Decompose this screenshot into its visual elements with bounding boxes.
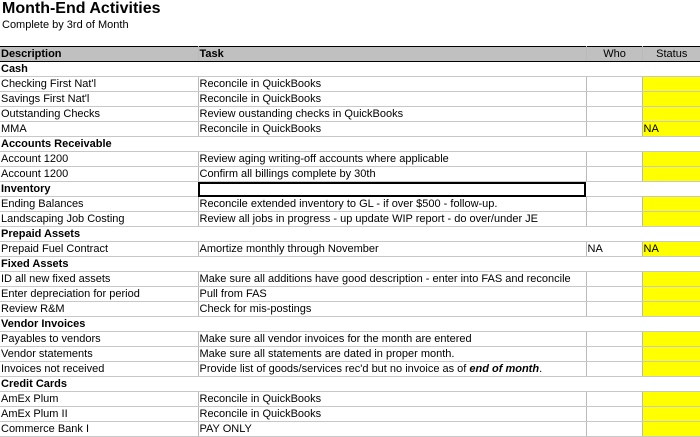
task-cell[interactable] (198, 332, 586, 347)
task-cell[interactable] (198, 167, 586, 182)
description-cell[interactable]: Review R&M (0, 302, 198, 317)
empty-cell[interactable] (642, 62, 700, 77)
description-cell[interactable]: Account 1200 (0, 152, 198, 167)
column-header-who[interactable]: Who (586, 47, 642, 62)
task-text: Reconcile in QuickBooks (199, 393, 322, 405)
task-suffix: . (539, 363, 543, 375)
who-cell[interactable] (586, 197, 642, 212)
description-cell[interactable]: Invoices not received (0, 362, 198, 377)
table-row (0, 242, 700, 257)
empty-cell[interactable] (198, 62, 586, 77)
task-cell[interactable] (198, 122, 586, 137)
table-row (0, 272, 700, 287)
description-cell[interactable]: Vendor statements (0, 347, 198, 362)
who-cell[interactable] (586, 362, 642, 377)
section-row (0, 182, 700, 197)
section-row (0, 257, 700, 272)
table-row (0, 422, 700, 437)
column-header-task[interactable]: Task (198, 47, 586, 62)
task-text: Make sure all vendor invoices for the month are entered (199, 333, 472, 345)
who-cell[interactable] (586, 287, 642, 302)
task-text: Confirm all billings complete by 30th (199, 168, 376, 180)
task-cell[interactable] (198, 92, 586, 107)
status-cell[interactable] (642, 167, 700, 182)
section-row (0, 227, 700, 242)
task-text: Reconcile in QuickBooks (199, 78, 322, 90)
empty-cell[interactable] (586, 317, 642, 332)
section-row (0, 62, 700, 77)
status-cell[interactable] (642, 407, 700, 422)
description-cell[interactable]: Commerce Bank I (0, 422, 198, 437)
empty-cell[interactable] (642, 137, 700, 152)
description-cell[interactable]: AmEx Plum II (0, 407, 198, 422)
status-cell[interactable] (642, 212, 700, 227)
empty-cell[interactable] (198, 377, 586, 392)
task-cell[interactable] (198, 77, 586, 92)
empty-cell[interactable] (642, 257, 700, 272)
section-title[interactable]: Inventory (0, 182, 198, 197)
status-cell[interactable] (642, 422, 700, 437)
task-text: PAY ONLY (199, 423, 252, 435)
status-cell[interactable] (642, 107, 700, 122)
table-row (0, 287, 700, 302)
empty-cell[interactable] (586, 227, 642, 242)
section-title[interactable]: Prepaid Assets (0, 227, 198, 242)
page-subtitle: Complete by 3rd of Month (2, 19, 129, 31)
task-cell[interactable] (198, 302, 586, 317)
status-cell[interactable]: NA (642, 122, 700, 137)
task-cell[interactable] (198, 272, 586, 287)
task-cell[interactable] (198, 212, 586, 227)
table-row (0, 347, 700, 362)
section-title[interactable]: Cash (0, 62, 198, 77)
status-cell[interactable] (642, 92, 700, 107)
description-cell[interactable]: ID all new fixed assets (0, 272, 198, 287)
who-cell[interactable] (586, 392, 642, 407)
table-row (0, 152, 700, 167)
section-title[interactable]: Accounts Receivable (0, 137, 198, 152)
task-text: Make sure all statements are dated in proper month. (199, 348, 455, 360)
table-row (0, 122, 700, 137)
description-cell[interactable]: MMA (0, 122, 198, 137)
empty-cell[interactable] (198, 317, 586, 332)
task-text: Provide list of goods/services rec'd but no invoice as of (199, 363, 470, 375)
task-text: Reconcile in QuickBooks (199, 123, 322, 135)
who-cell[interactable] (586, 77, 642, 92)
table-row (0, 197, 700, 212)
empty-cell[interactable] (586, 62, 642, 77)
empty-cell[interactable] (198, 137, 586, 152)
description-cell[interactable]: Outstanding Checks (0, 107, 198, 122)
status-cell[interactable] (642, 77, 700, 92)
who-cell[interactable]: NA (586, 242, 642, 257)
activities-table (0, 46, 700, 437)
task-cell[interactable] (198, 422, 586, 437)
description-cell[interactable]: Enter depreciation for period (0, 287, 198, 302)
empty-cell[interactable] (198, 257, 586, 272)
section-row (0, 137, 700, 152)
section-title[interactable]: Fixed Assets (0, 257, 198, 272)
table-row (0, 92, 700, 107)
task-cell[interactable] (198, 362, 586, 377)
who-cell[interactable] (586, 212, 642, 227)
column-header-status[interactable]: Status (642, 47, 700, 62)
table-row (0, 392, 700, 407)
table-row (0, 332, 700, 347)
status-cell[interactable] (642, 287, 700, 302)
table-row (0, 302, 700, 317)
table-row (0, 107, 700, 122)
who-cell[interactable] (586, 167, 642, 182)
task-cell[interactable] (198, 242, 586, 257)
table-row (0, 77, 700, 92)
who-cell[interactable] (586, 332, 642, 347)
who-cell[interactable] (586, 152, 642, 167)
page-title: Month-End Activities (2, 0, 161, 17)
empty-cell[interactable] (586, 137, 642, 152)
task-emphasis: end of month (469, 363, 540, 375)
section-title[interactable]: Credit Cards (0, 377, 198, 392)
who-cell[interactable] (586, 422, 642, 437)
task-text: Pull from FAS (199, 288, 267, 300)
empty-cell[interactable] (642, 182, 700, 197)
task-text: Reconcile in QuickBooks (199, 408, 322, 420)
task-text: Make sure all additions have good description - enter into FAS and reconcile (199, 273, 571, 285)
task-cell[interactable] (198, 107, 586, 122)
column-header-description[interactable]: Description (0, 47, 198, 62)
section-title[interactable]: Vendor Invoices (0, 317, 198, 332)
description-cell[interactable]: Landscaping Job Costing (0, 212, 198, 227)
task-text: Reconcile extended inventory to GL - if over $500 - follow-up. (199, 198, 498, 210)
task-cell[interactable] (198, 407, 586, 422)
selected-task-cell[interactable] (198, 182, 586, 197)
section-row (0, 317, 700, 332)
description-cell[interactable]: AmEx Plum (0, 392, 198, 407)
task-text: Reconcile in QuickBooks (199, 93, 322, 105)
who-cell[interactable] (586, 347, 642, 362)
table-row (0, 407, 700, 422)
who-cell[interactable] (586, 407, 642, 422)
task-cell[interactable] (198, 152, 586, 167)
description-cell[interactable]: Savings First Nat'l (0, 92, 198, 107)
who-cell[interactable] (586, 272, 642, 287)
status-cell[interactable] (642, 392, 700, 407)
table-header-row (0, 47, 700, 62)
task-cell[interactable] (198, 287, 586, 302)
status-cell[interactable] (642, 272, 700, 287)
status-cell[interactable] (642, 197, 700, 212)
description-cell[interactable]: Checking First Nat'l (0, 77, 198, 92)
empty-cell[interactable] (642, 317, 700, 332)
status-cell[interactable] (642, 152, 700, 167)
who-cell[interactable] (586, 122, 642, 137)
task-text: Review aging writing-off accounts where applicable (199, 153, 449, 165)
section-row (0, 377, 700, 392)
table-row (0, 212, 700, 227)
empty-cell[interactable] (586, 182, 642, 197)
table-row (0, 362, 700, 377)
task-text: Review all jobs in progress - up update WIP report - do over/under JE (199, 213, 539, 225)
task-cell[interactable] (198, 347, 586, 362)
description-cell[interactable]: Prepaid Fuel Contract (0, 242, 198, 257)
task-cell[interactable] (198, 197, 586, 212)
task-text: Review oustanding checks in QuickBooks (199, 108, 404, 120)
who-cell[interactable] (586, 92, 642, 107)
task-cell[interactable] (198, 392, 586, 407)
description-cell[interactable]: Account 1200 (0, 167, 198, 182)
empty-cell[interactable] (586, 257, 642, 272)
table-row (0, 167, 700, 182)
task-text: Check for mis-postings (199, 303, 312, 315)
who-cell[interactable] (586, 302, 642, 317)
description-cell[interactable]: Ending Balances (0, 197, 198, 212)
status-cell[interactable] (642, 332, 700, 347)
description-cell[interactable]: Payables to vendors (0, 332, 198, 347)
status-cell[interactable] (642, 347, 700, 362)
empty-cell[interactable] (642, 377, 700, 392)
empty-cell[interactable] (198, 227, 586, 242)
status-cell[interactable] (642, 302, 700, 317)
empty-cell[interactable] (586, 377, 642, 392)
status-cell[interactable] (642, 362, 700, 377)
who-cell[interactable] (586, 107, 642, 122)
status-cell[interactable]: NA (642, 242, 700, 257)
empty-cell[interactable] (642, 227, 700, 242)
task-text: Amortize monthly through November (199, 243, 379, 255)
